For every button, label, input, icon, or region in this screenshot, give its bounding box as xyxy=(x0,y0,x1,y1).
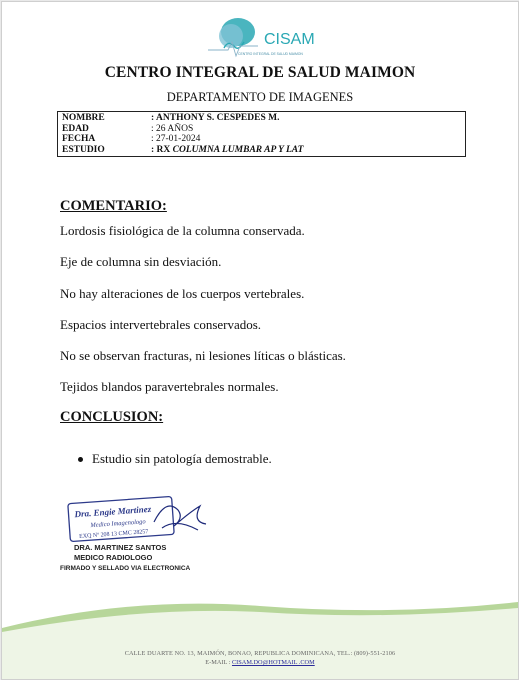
doctor-name xyxy=(74,543,166,562)
svg-text:Dra. Engie Martinez: Dra. Engie Martinez xyxy=(74,503,152,520)
study-prefix: : RX xyxy=(151,144,173,155)
patient-row-date xyxy=(62,134,461,145)
report-page xyxy=(1,1,519,680)
value-edad: : 26 AÑOS xyxy=(151,123,194,134)
label-edad: EDAD xyxy=(62,123,89,134)
email-link[interactable]: CISAM.DO@HOTMAIL .COM xyxy=(231,659,315,666)
comment-line: Lordosis fisiológica de la columna conservada. xyxy=(60,223,305,238)
comment-line: Espacios intervertebrales conservados. xyxy=(60,317,262,332)
svg-text:EXQ Nº 208 13 CMC 28257: EXQ Nº 208 13 CMC 28257 xyxy=(78,529,149,540)
study-name: COLUMNA LUMBAR AP Y LAT xyxy=(172,144,304,155)
svg-text:Medico Imagenologo: Medico Imagenologo xyxy=(90,518,146,530)
comment-heading: COMENTARIO: xyxy=(60,198,167,214)
comment-line: No hay alteraciones de los cuerpos vertebrales. xyxy=(60,286,305,301)
footer-address: CALLE DUARTE NO. 13, MAIMÓN, BONAO, REPUBLICA DOMINICANA, TEL.: (809)-551-2106 xyxy=(124,650,396,657)
value-fecha: : 27-01-2024 xyxy=(151,134,201,144)
svg-text:CISAM: CISAM xyxy=(264,31,315,48)
conclusion-item xyxy=(78,451,272,467)
department-subtitle: DEPARTAMENTO DE IMAGENES xyxy=(166,90,354,104)
page-title: CENTRO INTEGRAL DE SALUD MAIMON xyxy=(104,64,416,81)
label-nombre: NOMBRE xyxy=(62,113,105,123)
label-fecha: FECHA xyxy=(62,134,96,144)
patient-row-study xyxy=(62,145,461,156)
patient-row-age xyxy=(62,124,461,135)
patient-info-box xyxy=(57,111,466,157)
comment-line: Tejidos blandos paravertebrales normales. xyxy=(60,379,279,394)
comment-line: Eje de columna sin desviación. xyxy=(60,254,222,269)
bullet-icon xyxy=(78,457,83,462)
footer-email xyxy=(2,659,518,666)
footer-wave-decoration xyxy=(2,598,518,680)
patient-row-name xyxy=(62,113,461,124)
email-label: E-MAIL : xyxy=(205,659,232,666)
label-estudio: ESTUDIO xyxy=(62,144,105,155)
cisam-logo xyxy=(198,12,322,62)
signed-note: FIRMADO Y SELLADO VIA ELECTRONICA xyxy=(60,565,191,572)
doctor-stamp-signature xyxy=(66,492,216,544)
svg-text:CENTRO INTEGRAL DE SALUD MAIMO: CENTRO INTEGRAL DE SALUD MAIMON xyxy=(238,52,303,56)
value-nombre: : ANTHONY S. CESPEDES M. xyxy=(151,113,280,123)
conclusion-text: Estudio sin patología demostrable. xyxy=(92,451,272,466)
value-estudio xyxy=(151,145,303,156)
conclusion-heading: CONCLUSION: xyxy=(60,409,164,425)
doctor-title-line: MEDICO RADIOLOGO xyxy=(74,552,153,562)
comment-line: No se observan fracturas, ni lesiones líticas o blásticas. xyxy=(60,348,346,363)
doctor-name-line: DRA. MARTINEZ SANTOS xyxy=(74,543,167,552)
